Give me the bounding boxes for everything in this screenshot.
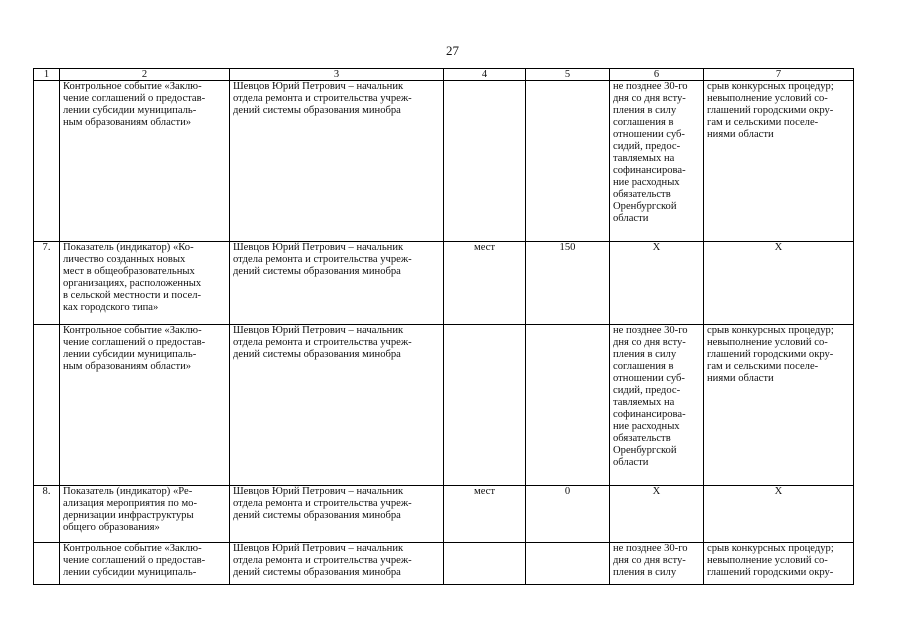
row-number — [34, 81, 60, 242]
column-header: 5 — [526, 69, 610, 81]
row-number: 8. — [34, 486, 60, 543]
row-responsible: Шевцов Юрий Петрович – начальник отдела ремонта и строительства учреж- дений системы образования минобра — [230, 81, 444, 242]
column-header: 4 — [444, 69, 526, 81]
column-header: 2 — [60, 69, 230, 81]
column-header: 6 — [610, 69, 704, 81]
row-responsible: Шевцов Юрий Петрович – начальник отдела ремонта и строительства учреж- дений системы образования минобра — [230, 543, 444, 585]
header-row — [34, 69, 854, 81]
row-name: Контрольное событие «Заклю- чение соглашений о предостав- лении субсидии муниципаль- ным образованиям области» — [60, 81, 230, 242]
table-row — [34, 325, 854, 486]
table-row — [34, 543, 854, 585]
row-value — [526, 325, 610, 486]
table-row — [34, 486, 854, 543]
row-number: 7. — [34, 242, 60, 325]
row-responsible: Шевцов Юрий Петрович – начальник отдела ремонта и строительства учреж- дений системы образования минобра — [230, 325, 444, 486]
row-deadline: не позднее 30-го дня со дня всту- пления в силу соглашения в отношении суб- сидий, предос- тавляемых на софинансирова- ние расходных обязательств Оренбургской области — [610, 325, 704, 486]
table-row — [34, 81, 854, 242]
row-number — [34, 543, 60, 585]
row-unit — [444, 81, 526, 242]
row-value: 150 — [526, 242, 610, 325]
column-header: 1 — [34, 69, 60, 81]
row-unit: мест — [444, 486, 526, 543]
row-name: Контрольное событие «Заклю- чение соглашений о предостав- лении субсидии муниципаль- ным образованиям области» — [60, 325, 230, 486]
row-unit: мест — [444, 242, 526, 325]
row-deadline: не позднее 30-го дня со дня всту- пления в силу — [610, 543, 704, 585]
row-unit — [444, 543, 526, 585]
row-name: Контрольное событие «Заклю- чение соглашений о предостав- лении субсидии муниципаль- — [60, 543, 230, 585]
row-value — [526, 543, 610, 585]
row-unit — [444, 325, 526, 486]
row-value — [526, 81, 610, 242]
row-deadline: не позднее 30-го дня со дня всту- пления в силу соглашения в отношении суб- сидий, предос- тавляемых на софинансирова- ние расходных обязательств Оренбургской области — [610, 81, 704, 242]
page-number: 27 — [446, 43, 459, 58]
row-name: Показатель (индикатор) «Ре- ализация мероприятия по мо- дернизации инфраструктуры общего образования» — [60, 486, 230, 543]
plan-table — [33, 68, 854, 585]
row-risk: срыв конкурсных процедур; невыполнение условий со- глашений городскими окру- гам и сельскими поселе- ниями области — [704, 81, 854, 242]
row-value: 0 — [526, 486, 610, 543]
row-responsible: Шевцов Юрий Петрович – начальник отдела ремонта и строительства учреж- дений системы образования минобра — [230, 486, 444, 543]
table-row — [34, 242, 854, 325]
column-header: 7 — [704, 69, 854, 81]
row-risk: Х — [704, 486, 854, 543]
row-risk: срыв конкурсных процедур; невыполнение условий со- глашений городскими окру- гам и сельскими поселе- ниями области — [704, 325, 854, 486]
column-header: 3 — [230, 69, 444, 81]
row-name: Показатель (индикатор) «Ко- личество созданных новых мест в общеобразовательных организациях, расположенных в сельской местности и посел- ках городского типа» — [60, 242, 230, 325]
row-deadline: Х — [610, 486, 704, 543]
row-risk: Х — [704, 242, 854, 325]
row-risk: срыв конкурсных процедур; невыполнение условий со- глашений городскими окру- — [704, 543, 854, 585]
row-number — [34, 325, 60, 486]
row-deadline: Х — [610, 242, 704, 325]
row-responsible: Шевцов Юрий Петрович – начальник отдела ремонта и строительства учреж- дений системы образования минобра — [230, 242, 444, 325]
